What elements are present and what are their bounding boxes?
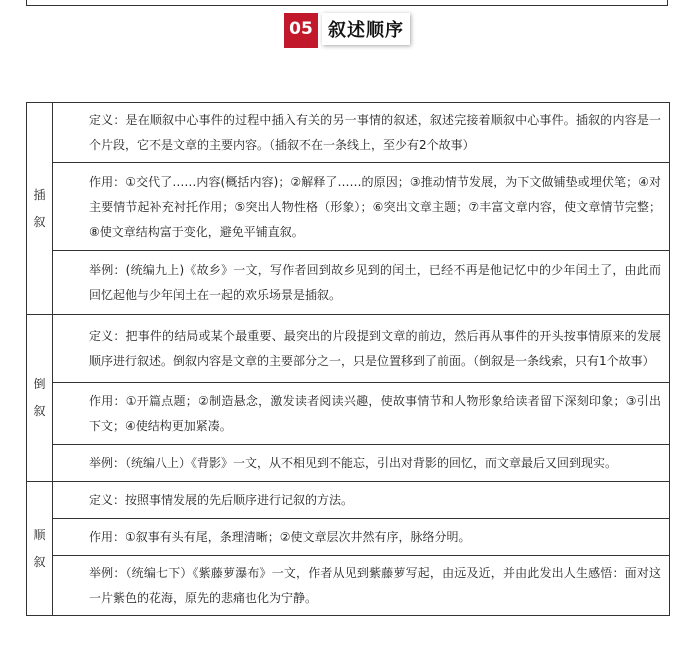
chronological-function: 作用：①叙事有头有尾，条理清晰；②使文章层次井然有序，脉络分明。: [53, 519, 670, 556]
table-row: [27, 519, 670, 556]
table-row: [27, 556, 670, 616]
table-row: [27, 251, 670, 315]
flashback-definition: 定义：把事件的结局或某个最重要、最突出的片段提到文章的前边，然后再从事件的开头按事情原来的发展顺序进行叙述。倒叙内容是文章的主要部分之一，只是位置移到了前面。（倒叙是一条线索，只有1个故事）: [53, 315, 670, 383]
section-number-badge: 05: [284, 13, 318, 45]
table-row: [27, 315, 670, 383]
table-row: [27, 103, 670, 163]
row-label-char: 叙: [33, 404, 46, 418]
narrative-order-table: [26, 102, 670, 616]
flashback-example: 举例：（统编八上）《背影》一文，从不相见到不能忘，引出对背影的回忆，而文章最后又回到现实。: [53, 445, 670, 482]
section-header: [284, 13, 410, 45]
section-title: 叙述顺序: [328, 20, 404, 41]
insert-narration-function: 作用：①交代了……内容(概括内容)；②解释了……的原因；③推动情节发展，为下文做铺垫或埋伏笔；④对主要情节起补充衬托作用；⑤突出人物性格（形象）；⑥突出文章主题；⑦丰富文章内容，使文章情节完整；⑧使文章结构富于变化，避免平铺直叙。: [53, 163, 670, 251]
row-label-char: 叙: [33, 214, 46, 229]
row-label-char: 叙: [33, 554, 46, 569]
table-row: [27, 482, 670, 519]
row-label-char: 顺: [33, 527, 46, 542]
row-label-char: 插: [33, 187, 46, 202]
row-label-char: 倒: [33, 377, 46, 391]
chronological-definition: 定义：按照事情发展的先后顺序进行记叙的方法。: [53, 482, 670, 519]
section-title-box: [322, 13, 410, 45]
table-row: [27, 163, 670, 251]
table-row: [27, 383, 670, 445]
chronological-example: 举例：（统编七下）《紫藤萝瀑布》一文，作者从见到紫藤萝写起，由远及近，并由此发出人生感悟：面对这一片紫色的花海，原先的悲痛也化为宁静。: [53, 556, 670, 616]
row-label-flashback: [27, 315, 53, 482]
row-label-insert-narration: [27, 103, 53, 315]
insert-narration-example: 举例：(统编九上)《故乡》一文，写作者回到故乡见到的闰土，已经不再是他记忆中的少年闰土了，由此而回忆起他与少年闰土在一起的欢乐场景是插叙。: [53, 251, 670, 315]
top-table-edge: [26, 0, 668, 6]
table-row: [27, 445, 670, 482]
section-number-underline: [284, 45, 318, 48]
flashback-function: 作用：①开篇点题；②制造悬念，激发读者阅读兴趣，使故事情节和人物形象给读者留下深刻印象；③引出下文；④使结构更加紧凑。: [53, 383, 670, 445]
insert-narration-definition: 定义：是在顺叙中心事件的过程中插入有关的另一事情的叙述，叙述完接着顺叙中心事件。插叙的内容是一个片段，它不是文章的主要内容。（插叙不在一条线上，至少有2个故事）: [53, 103, 670, 163]
row-label-chronological: [27, 482, 53, 616]
